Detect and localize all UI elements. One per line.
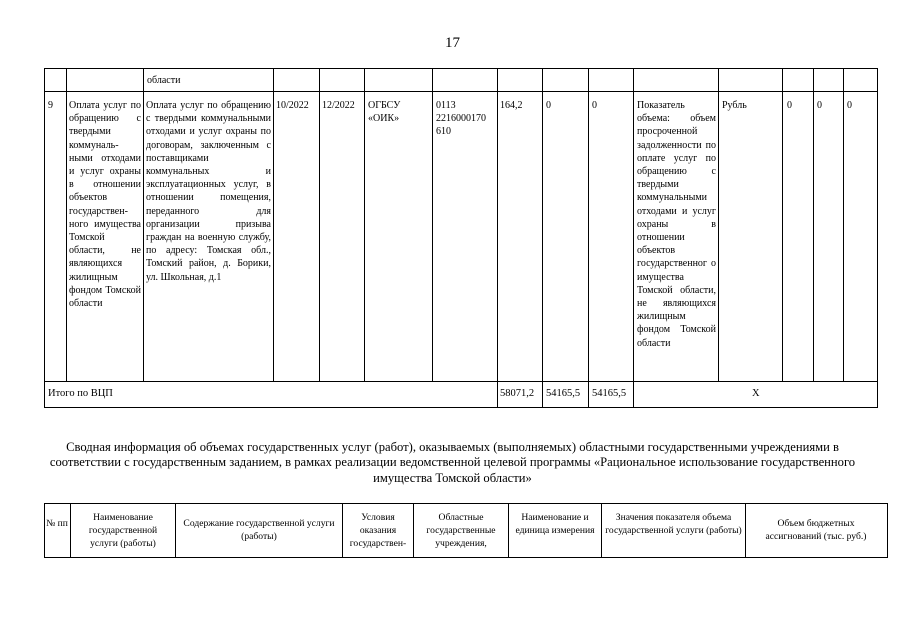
- column-header: Наименование государственной услуги (работы): [88, 512, 158, 549]
- indicator-value-cell: 0: [817, 100, 822, 111]
- table-border: [175, 503, 176, 558]
- total-value: 54165,5: [592, 388, 627, 399]
- table-border: [44, 407, 878, 408]
- table-border: [497, 68, 498, 408]
- executor-cell: ОГБСУ «ОИК»: [368, 100, 401, 125]
- table-border: [413, 503, 414, 558]
- table-border: [319, 68, 320, 382]
- table-border: [843, 68, 844, 382]
- unit-cell: Рубль: [722, 100, 747, 111]
- service-content-cell: Оплата услуг по обращению с твердыми коммунальными отходами и услуг охраны по договорам, заключенным с поставщиками коммунальных и эксплуатационных услуг, в отношении помещения, переданного для организации призыва граждан на военную службу, по адресу: Томская обл., Томский район, д. Борики, ул. Школьная, д.1: [146, 100, 271, 283]
- table-border: [273, 68, 274, 382]
- total-label: Итого по ВЦП: [48, 388, 113, 399]
- table-border: [44, 91, 878, 92]
- start-date-cell: 10/2022: [276, 100, 309, 111]
- table-border: [44, 381, 878, 382]
- table-border: [718, 68, 719, 382]
- table-border: [508, 503, 509, 558]
- value-cell: 0: [546, 100, 551, 111]
- table-border: [432, 68, 433, 382]
- column-header: Областные государственные учреждения,: [426, 512, 496, 549]
- indicator-value-cell: 0: [847, 100, 852, 111]
- continued-cell-text: области: [147, 75, 181, 86]
- table-border: [44, 503, 888, 504]
- budget-code-cell: 0113 2216000170 610: [436, 100, 486, 138]
- end-date-cell: 12/2022: [322, 100, 355, 111]
- table-border: [342, 503, 343, 558]
- table-border: [70, 503, 71, 558]
- table-border: [601, 503, 602, 558]
- table-border: [44, 503, 45, 558]
- total-value: 58071,2: [500, 388, 535, 399]
- column-header: № пп: [46, 518, 68, 529]
- table-border: [877, 68, 878, 408]
- column-header: Объем бюджетных ассигнований (тыс. руб.): [765, 518, 867, 542]
- page-number: 17: [445, 35, 460, 51]
- indicator-value-cell: 0: [787, 100, 792, 111]
- table-border: [66, 68, 67, 382]
- table-border: [588, 68, 589, 408]
- value-cell: 0: [592, 100, 597, 111]
- table-border: [364, 68, 365, 382]
- table-border: [143, 68, 144, 382]
- table-border: [782, 68, 783, 382]
- row-number: 9: [48, 100, 53, 111]
- value-cell: 164,2: [500, 100, 523, 111]
- column-header: Значения показателя объема государственной услуги (работы): [605, 512, 742, 536]
- table-border: [887, 503, 888, 558]
- table-border: [633, 68, 634, 408]
- column-header: Условия оказания государствен-: [349, 512, 407, 549]
- total-mark: Х: [752, 388, 760, 399]
- service-name-cell: Оплата услуг по обращению с твердыми коммуналь-ными отходами и услуг охраны в отношении объектов государствен-ного имущества Томской области, не являющихся жилищным фондом Томской области: [69, 100, 141, 310]
- table-border: [813, 68, 814, 382]
- indicator-cell: Показатель объема: объем просроченной задолженности по оплате услуг по обращению с твердыми коммунальными отходами и услуг охраны в отношении объектов государственног о имущества Томской области, не являющихся жилищным фондом Томской области: [637, 100, 716, 349]
- total-value: 54165,5: [546, 388, 581, 399]
- table-border: [44, 557, 888, 558]
- table-border: [44, 68, 45, 408]
- table-border: [745, 503, 746, 558]
- section-title: Сводная информация об объемах государственных услуг (работ), оказываемых (выполняемых) областными государственными учреждениями в соответствии с государственным заданием, в рамках реализации ведомственной целевой программы «Рациональное использование государственного имущества Томской области»: [49, 440, 856, 485]
- column-header: Содержание государственной услуги (работы): [183, 518, 335, 542]
- table-border: [542, 68, 543, 408]
- column-header: Наименование и единица измерения: [515, 512, 595, 536]
- table-border: [44, 68, 878, 69]
